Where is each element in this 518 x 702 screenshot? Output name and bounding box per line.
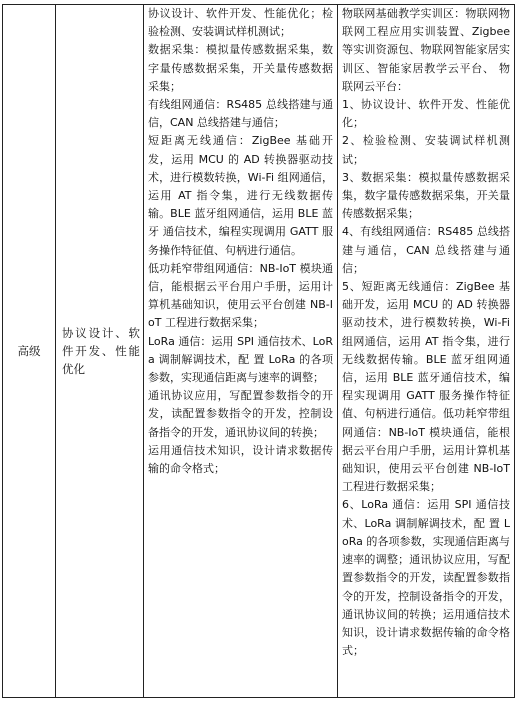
- requirements-paragraph: 5、短距离无线通信：ZigBee 基础开发，运用 MCU 的 AD 转换器驱动技术，进行模数转换，Wi-Fi 组网通信，运用 AT 指令集，进行无线数据传输。BLE 蓝牙组网通信，运用 BLE 蓝牙通信技术，编程实现调用 GATT 服务操作特征值、句柄进行通信。低功耗窄带组网通信：NB-IoT 模块通信，能根据云平台用户手册，运用计算机基础知识，使用云平台创建 NB-IoT 工程进行数据采集；: [342, 280, 510, 494]
- requirements-paragraph: 3、数据采集：模拟量传感数据采集，数字量传感数据采集，开关量传感数据采集；: [342, 170, 510, 221]
- level-cell: [3, 5, 56, 698]
- curriculum-table: [2, 4, 515, 698]
- content-paragraph: 短距离无线通信：ZigBee 基础开发，运用 MCU 的 AD 转换器驱动技术，进行模数转换，Wi-Fi 组网通信，运用 AT 指令集，进行无线数据传输。BLE 蓝牙组网通信，运用 BLE 蓝牙 通信技术，编程实现调用 GATT 服务操作特征值、句柄进行通信。: [148, 134, 333, 257]
- content-paragraph: 运用通信技术知识，设计请求数据传输的命令格式；: [148, 443, 333, 476]
- content-paragraph: 低功耗窄带组网通信：NB-IoT 模块通信，能根据云平台用户手册，运用计算机基础知识，使用云平台创建 NB-IoT 工程进行数据采集；: [148, 261, 333, 330]
- requirements-paragraph: 物联网基础教学实训区：物联网物联网工程应用实训装置、Zigbee 等实训资源包、物联网智能家居实训区、智能家居教学云平台、 物联网云平台：: [342, 7, 510, 93]
- content-paragraph: 有线组网通信：RS485 总线搭建与通信，CAN 总线搭建与通信；: [148, 98, 333, 130]
- level-text: 高级: [17, 344, 41, 358]
- requirements-paragraph: 2、检验检测、安装调试样机测试；: [342, 134, 510, 166]
- skill-cell: [56, 5, 144, 698]
- table-row: [3, 5, 515, 698]
- content-paragraph: 通讯协议应用，写配置参数指令的开发，读配置参数指令的开发，控制设备指令的开发，通讯协议间的转换；: [148, 389, 333, 439]
- content-cell: [144, 5, 338, 698]
- requirements-cell: [338, 5, 515, 698]
- skill-text: 协议设计、软件开发、性能优化: [62, 326, 140, 376]
- requirements-paragraph: 4、有线组网通信：RS485 总线搭建与通信，CAN 总线搭建与通信；: [342, 225, 510, 275]
- content-paragraph: LoRa 通信：运用 SPI 通信技术、LoRa 调制解调技术，配 置 LoRa 的各项参数，实现通信距离与速率的调整；: [148, 334, 333, 385]
- content-paragraph: 数据采集：模拟量传感数据采集，数字量传感数据采集，开关量传感数据采集；: [148, 43, 333, 93]
- content-paragraph: 协议设计、软件开发、性能优化；检验检测、安装调试样机测试；: [148, 7, 333, 39]
- requirements-paragraph: 6、LoRa 通信：运用 SPI 通信技术、LoRa 调制解调技术，配 置 LoRa 的各项参数，实现通信距离与速率的调整；通讯协议应用，写配置参数指令的开发，读配置参数指令的开发，控制设备指令的开发，通讯协议间的转换；运用通信技术知识，设计请求数据传输的命令格式；: [342, 498, 510, 658]
- requirements-paragraph: 1、协议设计、软件开发、性能优化；: [342, 98, 510, 130]
